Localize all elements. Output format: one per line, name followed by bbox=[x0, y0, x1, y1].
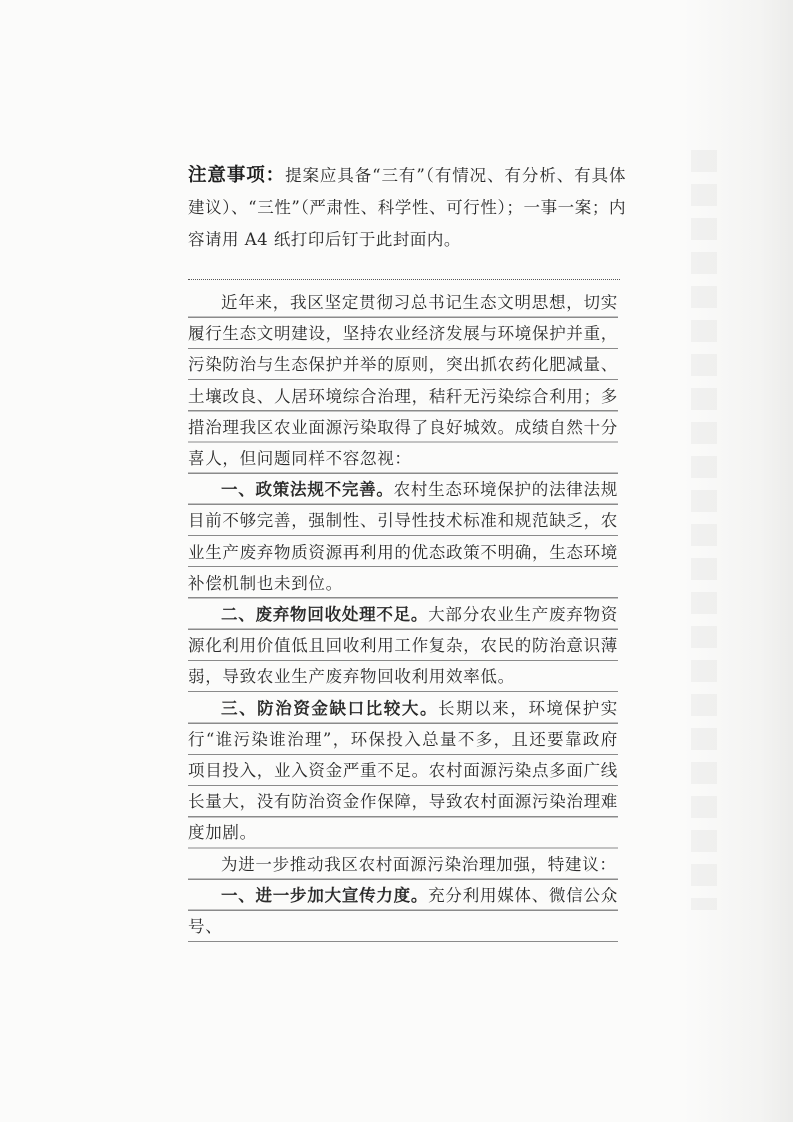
dotted-divider bbox=[188, 279, 620, 280]
paragraph-intro bbox=[188, 287, 618, 474]
paragraph-text: 充分利用媒体、微信公众号、 bbox=[188, 885, 619, 937]
notice-block bbox=[188, 160, 626, 256]
paragraph-lead: 二、废弃物回收处理不足。 bbox=[221, 605, 429, 625]
paragraph-lead: 一、进一步加大宣传力度。 bbox=[221, 885, 429, 905]
paragraph-text: 长期以来，环境保护实行“谁污染谁治理”，环保投入总量不多，且还要靠政府项目投入，业入资金严重不足。农村面源污染点多面广线长量大，没有防治资金作保障，导致农村面源污染治理难度加剧。 bbox=[188, 698, 619, 843]
paragraph-lead: 三、防治资金缺口比较大。 bbox=[221, 698, 439, 718]
paragraph-text: 大部分农业生产废弃物资源化利用价值低且回收利用工作复杂，农民的防治意识薄弱，导致农业生产废弃物回收利用效率低。 bbox=[188, 605, 619, 687]
bleed-through-marks bbox=[691, 150, 717, 910]
notice-label: 注意事项： bbox=[188, 165, 286, 186]
paragraph-lead: 一、政策法规不完善。 bbox=[221, 480, 394, 500]
notice-text: 提案应具备“三有”（有情况、有分析、有具体建议）、“三性”（严肃性、科学性、可行性）；一事一案；内容请用 A4 纸打印后钉于此封面内。 bbox=[188, 166, 626, 249]
paragraph-issue-3 bbox=[188, 693, 618, 849]
paragraph-issue-2 bbox=[188, 599, 618, 693]
paragraph-text: 农村生态环境保护的法律法规目前不够完善，强制性、引导性技术标准和规范缺乏，农业生产废弃物质资源再利用的优态政策不明确，生态环境补偿机制也未到位。 bbox=[188, 480, 618, 593]
paragraph-text: 近年来，我区坚定贯彻习总书记生态文明思想，切实履行生态文明建设，坚持农业经济发展与环境保护并重，污染防治与生态保护并举的原则，突出抓农药化肥减量、土壤改良、人居环境综合治理，秸秆无污染综合利用；多措治理我区农业面源污染取得了良好城效。成绩自然十分喜人，但问题同样不容忽视： bbox=[188, 293, 618, 469]
paragraph-text: 为进一步推动我区农村面源污染治理加强，特建议： bbox=[221, 854, 617, 874]
paragraph-suggestion-intro bbox=[188, 849, 618, 880]
paragraph-issue-1 bbox=[188, 474, 618, 599]
paragraph-suggestion-1 bbox=[188, 880, 618, 942]
proposal-body bbox=[188, 287, 618, 942]
